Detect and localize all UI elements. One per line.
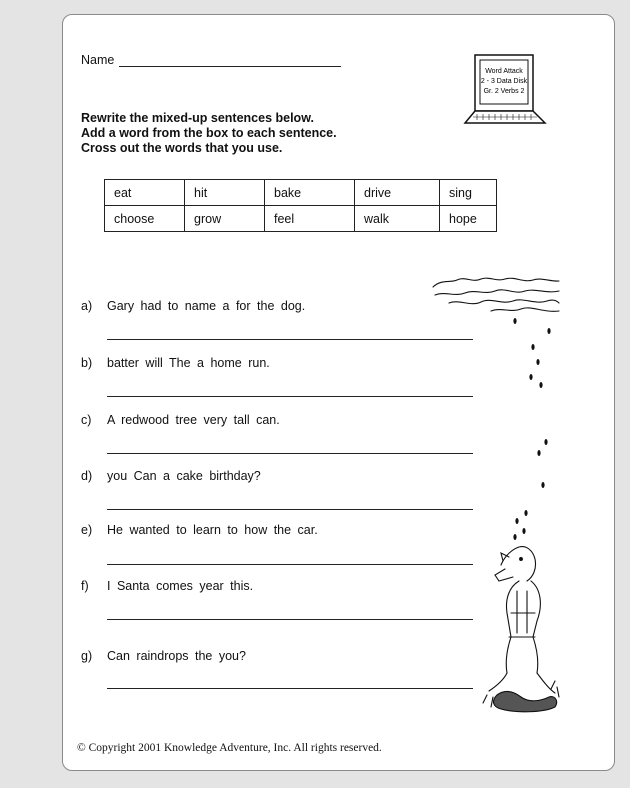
instruction-line-3: Cross out the words that you use.: [81, 141, 283, 155]
badge-line-1: Word Attack: [485, 68, 523, 75]
question-c-letter: c): [81, 413, 92, 427]
rain-dog-illustration: [431, 277, 561, 717]
question-f-text: I Santa comes year this.: [107, 579, 254, 593]
question-a-letter: a): [81, 299, 93, 313]
question-f-letter: f): [81, 579, 89, 593]
worksheet-page: [62, 14, 615, 771]
question-a-text: Gary had to name a for the dog.: [107, 299, 306, 313]
word-cell: hit: [185, 180, 265, 206]
answer-line-a[interactable]: [107, 339, 473, 340]
word-cell: choose: [105, 206, 185, 232]
question-c-text: A redwood tree very tall can.: [107, 413, 280, 427]
computer-badge-icon: [461, 53, 549, 129]
answer-line-g[interactable]: [107, 688, 473, 689]
question-d-text: you Can a cake birthday?: [107, 469, 261, 483]
badge-line-2: 2 - 3 Data Disk: [480, 78, 528, 85]
word-cell: drive: [355, 180, 440, 206]
answer-line-d[interactable]: [107, 509, 473, 510]
name-label: Name: [81, 53, 115, 67]
instruction-line-1: Rewrite the mixed-up sentences below.: [81, 111, 314, 125]
badge-line-3: Gr. 2 Verbs 2: [483, 88, 525, 95]
question-d-letter: d): [81, 469, 93, 483]
answer-line-f[interactable]: [107, 619, 473, 620]
word-box-row: [105, 206, 497, 232]
copyright-notice: © Copyright 2001 Knowledge Adventure, Inc. All rights reserved.: [77, 742, 382, 754]
word-cell: grow: [185, 206, 265, 232]
question-e-letter: e): [81, 523, 93, 537]
answer-line-b[interactable]: [107, 396, 473, 397]
question-b-text: batter will The a home run.: [107, 356, 270, 370]
word-box-table: [104, 179, 497, 232]
answer-line-c[interactable]: [107, 453, 473, 454]
question-g-text: Can raindrops the you?: [107, 649, 246, 663]
word-cell: bake: [265, 180, 355, 206]
name-blank-line: [119, 66, 341, 67]
word-box-row: [105, 180, 497, 206]
question-e-text: He wanted to learn to how the car.: [107, 523, 318, 537]
word-cell: feel: [265, 206, 355, 232]
instruction-line-2: Add a word from the box to each sentence.: [81, 126, 337, 140]
answer-line-e[interactable]: [107, 564, 473, 565]
question-b-letter: b): [81, 356, 93, 370]
word-cell: hope: [440, 206, 497, 232]
instructions: [81, 111, 337, 156]
question-g-letter: g): [81, 649, 93, 663]
word-cell: walk: [355, 206, 440, 232]
word-cell: sing: [440, 180, 497, 206]
word-cell: eat: [105, 180, 185, 206]
